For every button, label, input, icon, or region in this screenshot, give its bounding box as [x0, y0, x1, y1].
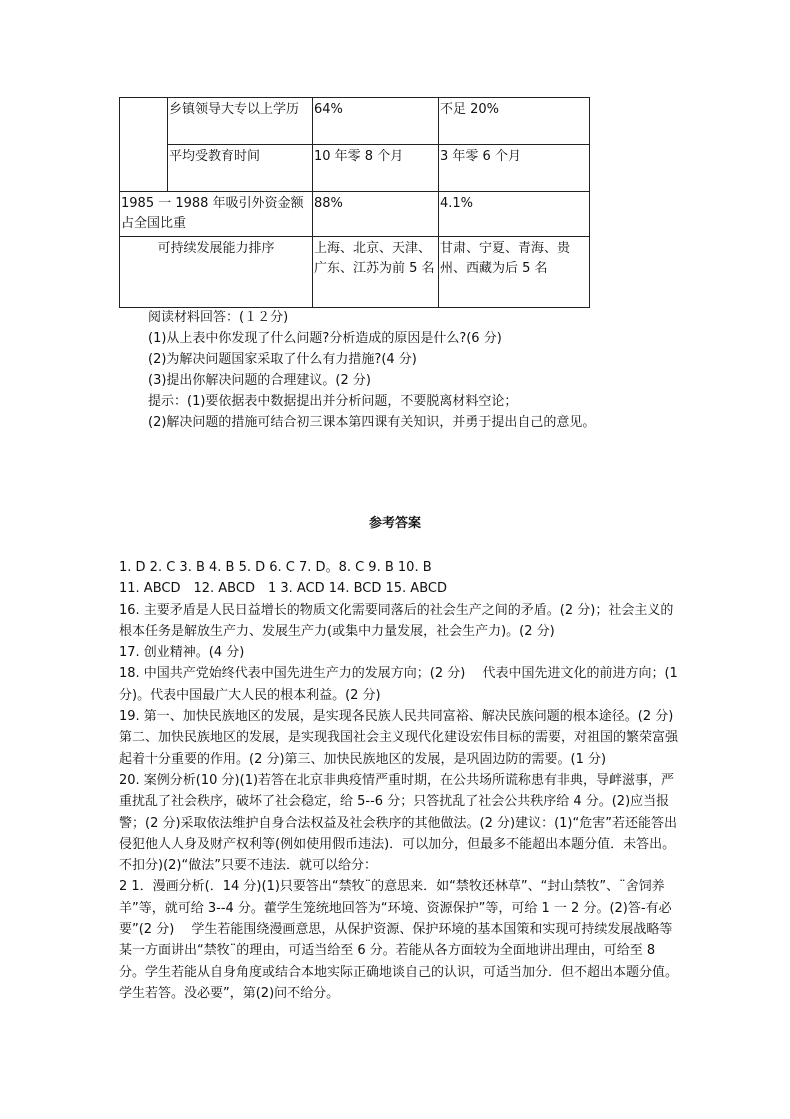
table-cell: 上海、北京、天津、广东、江苏为前 5 名	[313, 237, 439, 308]
table-cell: 平均受教育时间	[168, 145, 313, 192]
answer-item: 17. 创业精神。(4 分)	[119, 645, 245, 661]
hint-1: 提示：(1)要依据表中数据提出并分析问题，不要脱离材料空论；	[148, 394, 518, 409]
answer-item: 20. 案例分析(10 分)(1)若答在北京非典疫情严重时期，在公共场所谎称患有非典，导衅滋事，严重扰乱了社会秩序，破坏了社会稳定，给 5--6 分；只答扰乱了社会公共秩序给 4 分。(2)应当报警；(2 分)采取依法维护自身合法权益及社会秩序的其他做法。(2 分)建议：(1)“危害”若还能答出侵犯他人人身及财产权利等(例如使用假币违法)．可以加分，但最多不能超出本题分值．未答出。不扣分)(2)“做法”只要不违法．就可以给分：	[119, 772, 677, 874]
table-cell: 甘肃、宁夏、青海、贵州、西藏为后 5 名	[439, 237, 590, 308]
question-3: (3)提出你解决问题的合理建议。(2 分)	[148, 373, 371, 388]
hint-2: (2)解决问题的措施可结合初三课本第四课有关知识，并勇于提出自己的意见。	[148, 415, 596, 430]
table-cell: 4.1%	[439, 192, 590, 237]
table-row	[120, 192, 590, 237]
table-cell: 88%	[313, 192, 439, 237]
answer-item: 18. 中国共产党始终代表中国先进生产力的发展方向；(2 分) 代表中国先进文化的前进方向；(1 分)。代表中国最广大人民的根本利益。(2 分)	[119, 666, 678, 703]
table-cell: 乡镇领导大专以上学历	[168, 98, 313, 145]
question-1: (1)从上表中你发现了什么问题?分析造成的原因是什么?(6 分)	[148, 331, 502, 346]
table-cell: 不足 20%	[439, 98, 590, 145]
table-row	[120, 145, 590, 192]
table-cell: 64%	[313, 98, 439, 145]
table-row	[120, 98, 590, 145]
table-cell: 可持续发展能力排序	[120, 237, 313, 308]
table-cell: 3 年零 6 个月	[439, 145, 590, 192]
answer-item: 19. 第一、加快民族地区的发展，是实现各民族人民共同富裕、解决民族问题的根本途径。(2 分) 第二、加快民族地区的发展，是实现我国社会主义现代化建设宏伟目标的需要，对祖国的繁荣富强起着十分重要的作用。(2 分)第三、加快民族地区的发展，是巩固边防的需要。(1 分)	[119, 709, 691, 767]
question-2: (2)为解决问题国家采取了什么有力措施?(4 分)	[148, 352, 417, 367]
answer-item: 2 1．漫画分析(．14 分)(1)只要答出“禁牧¨的意思来．如“禁牧还林草”、“封山禁牧”、¨舍饲养羊”等，就可给 3--4 分。藿学生笼统地回答为“环境、资源保护”等，可给 1 一 2 分。(2)答-有必要”(2 分) 学生若能围绕漫画意思，从保护资源、保护环境的基本国策和实现可持续发展战略等某一方面讲出“禁牧¨的理由，可适当给至 6 分。若能从各方面较为全面地讲出理由，可给至 8 分。学生若能从自身角度或结合本地实际正确地谈自己的认识，可适当加分．但不超出本题分值。学生若答。没必要”，第(2)问不给分。	[119, 879, 679, 1001]
answer-title: 参考答案	[368, 516, 421, 531]
answer-item: 1. D 2. C 3. B 4. B 5. D 6. C 7. D。8. C 9. B 10. B	[119, 560, 432, 575]
table-cell: 1985 一 1988 年吸引外资金额占全国比重	[120, 192, 313, 237]
table-cell	[120, 98, 168, 192]
table-cell: 10 年零 8 个月	[313, 145, 439, 192]
question-intro: 阅读材料回答：(１２分)	[148, 310, 289, 325]
answer-item: 11. ABCD 12. ABCD 1 3. ACD 14. BCD 15. ABCD	[119, 581, 447, 597]
answer-item: 16. 主要矛盾是人民日益增长的物质文化需要同落后的社会生产之间的矛盾。(2 分)；社会主义的根本任务是解放生产力、发展生产力(或集中力量发展，社会生产力)。(2 分)	[119, 602, 674, 639]
table-row	[120, 237, 590, 308]
data-table	[119, 97, 590, 308]
answer-list	[119, 557, 691, 1004]
